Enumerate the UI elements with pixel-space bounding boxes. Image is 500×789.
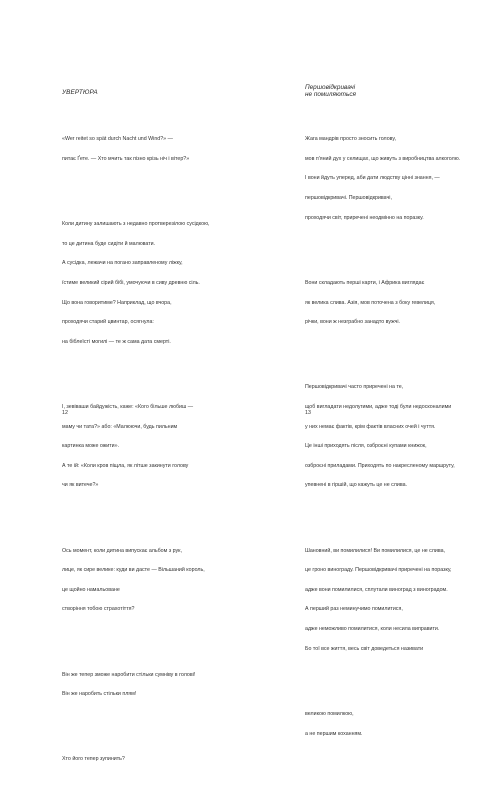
text-line: А те ій: «Коли кров піщла, як літше закинути голову bbox=[62, 462, 189, 469]
paragraph-gap bbox=[305, 247, 485, 253]
text-line: їстиме великий сірий бібі, умочуючи в сиву древню сіль. bbox=[62, 279, 200, 286]
text-line: Шановний, ви помилилися! Ви помилилися, це не слива, bbox=[305, 547, 446, 554]
text-line: це щойно намальоване bbox=[62, 586, 120, 593]
left-page-title: УВЕРТЮРА bbox=[62, 89, 98, 96]
text-line: Першовідкривачі часто приречені на те, bbox=[305, 384, 404, 391]
text-line: Коли дитину залишають з недавно протверезілою сусідкою, bbox=[62, 220, 210, 227]
text-line: адже неможливо помилитися, коли несила виправити. bbox=[305, 626, 440, 633]
text-line: то це дитина буде сидіти й малювати. bbox=[62, 240, 156, 247]
text-line: І вони йдуть уперед, аби дати людству цінні знання, — bbox=[305, 175, 440, 182]
right-page-number: 13 bbox=[305, 410, 311, 416]
paragraph-gap bbox=[305, 515, 485, 521]
text-line: створіння тобою страхотіття? bbox=[62, 606, 135, 613]
text-line: А сусідка, лежачи на погано заправленому ліжку, bbox=[62, 260, 183, 267]
text-line: лице, як сире велике: куди ви дасте — Вільшаний король, bbox=[62, 567, 205, 574]
text-line: на біблеїсті могилі — те ж сама дата смерті. bbox=[62, 338, 171, 345]
text-line: Ось момент, коли дитина випускає альбом з рук, bbox=[62, 547, 182, 554]
text-line: мов п'яний дух у селищах, що живуть з виробництва алкоголю. bbox=[305, 155, 461, 162]
right-paragraph-2 bbox=[305, 267, 485, 339]
right-paragraph-4 bbox=[305, 534, 485, 665]
text-line: проходячи світ, приречені неодмінно на поразку. bbox=[305, 214, 424, 221]
left-paragraph-1 bbox=[62, 123, 242, 175]
text-line: Що вона говоритиме? Наприклад, що вчора, bbox=[62, 299, 172, 306]
text-line: упевнені в гіршій, що кажуть це не слива. bbox=[305, 482, 407, 489]
left-page-body bbox=[62, 110, 242, 789]
paragraph-gap bbox=[62, 724, 242, 730]
left-paragraph-6 bbox=[62, 743, 242, 776]
text-line: річки, вони ж незграбно занадто вужчі. bbox=[305, 319, 400, 326]
text-line: це гроно винограду. Першовідкривачі приречені на поразку, bbox=[305, 567, 452, 574]
text-line: Він же наробить стільки плям! bbox=[62, 691, 137, 698]
paragraph-gap bbox=[62, 372, 242, 378]
paragraph-gap bbox=[305, 352, 485, 358]
text-line: А перший раз неминучимо помилитися, bbox=[305, 606, 403, 613]
title-line: Першовідкривачі bbox=[305, 84, 356, 91]
text-line: питає Ґете. — Хто мчить так пізно крізь ніч і вітер?» bbox=[62, 155, 190, 162]
paragraph-gap bbox=[62, 189, 242, 195]
left-paragraph-5 bbox=[62, 659, 242, 711]
text-line: картинка може ожити». bbox=[62, 443, 120, 450]
text-line: у них немає фактів, крім фактів власних очей і чуття. bbox=[305, 423, 436, 430]
paragraph-gap bbox=[305, 679, 485, 685]
right-paragraph-1 bbox=[305, 123, 485, 234]
text-line: Він же тепер зможе наробити стільки сумніву в голові! bbox=[62, 671, 196, 678]
text-line: а не першим коханням. bbox=[305, 730, 363, 737]
text-line: Вони складають перші карти, і Африка виглядає bbox=[305, 279, 425, 286]
text-line: як велика слива. Азія, мов поточена з боку гевелиця, bbox=[305, 299, 436, 306]
text-line: «Wer reitet so spät durch Nacht und Wind?» — bbox=[62, 136, 173, 143]
text-line: озброєні приладами. Приходять по накресленому маршруту, bbox=[305, 462, 455, 469]
right-page-title bbox=[305, 84, 356, 99]
left-page-number: 12 bbox=[62, 410, 68, 416]
text-line: маму чи тата?» або: «Малюючи, будь пильним bbox=[62, 423, 178, 430]
left-paragraph-4 bbox=[62, 534, 242, 626]
text-line: І, зевіваши байдужість, каже: «Кого більше любиш — bbox=[62, 403, 194, 410]
left-paragraph-3 bbox=[62, 391, 242, 502]
left-paragraph-2 bbox=[62, 208, 242, 359]
text-line: Бо тої все життя, весь світ доведеться називати bbox=[305, 645, 424, 652]
title-line: не помиляються bbox=[305, 91, 356, 99]
text-line: першовідкривачі. Першовідкривачі, bbox=[305, 195, 392, 202]
text-line: Жага мандрів просто зносить голову, bbox=[305, 136, 396, 143]
text-line: проходячи старий цвинтар, осягнула: bbox=[62, 319, 154, 326]
paragraph-gap bbox=[62, 515, 242, 521]
text-line: адже вони помилилися, сплутали виноград з виноградом. bbox=[305, 586, 448, 593]
text-line: щоб вигладати недолугими, адже тоді були недосконалими bbox=[305, 403, 452, 410]
text-line: Це інші приходять після, озброєні купами книжок, bbox=[305, 443, 427, 450]
paragraph-gap bbox=[62, 639, 242, 645]
right-paragraph-3 bbox=[305, 371, 485, 502]
right-paragraph-5 bbox=[305, 698, 485, 750]
text-line: великою помилкою, bbox=[305, 710, 354, 717]
text-line: чи як витече?» bbox=[62, 482, 99, 489]
right-page-body bbox=[305, 110, 485, 763]
left-page bbox=[0, 0, 250, 763]
text-line: Хто його тепер зупинить? bbox=[62, 756, 125, 763]
